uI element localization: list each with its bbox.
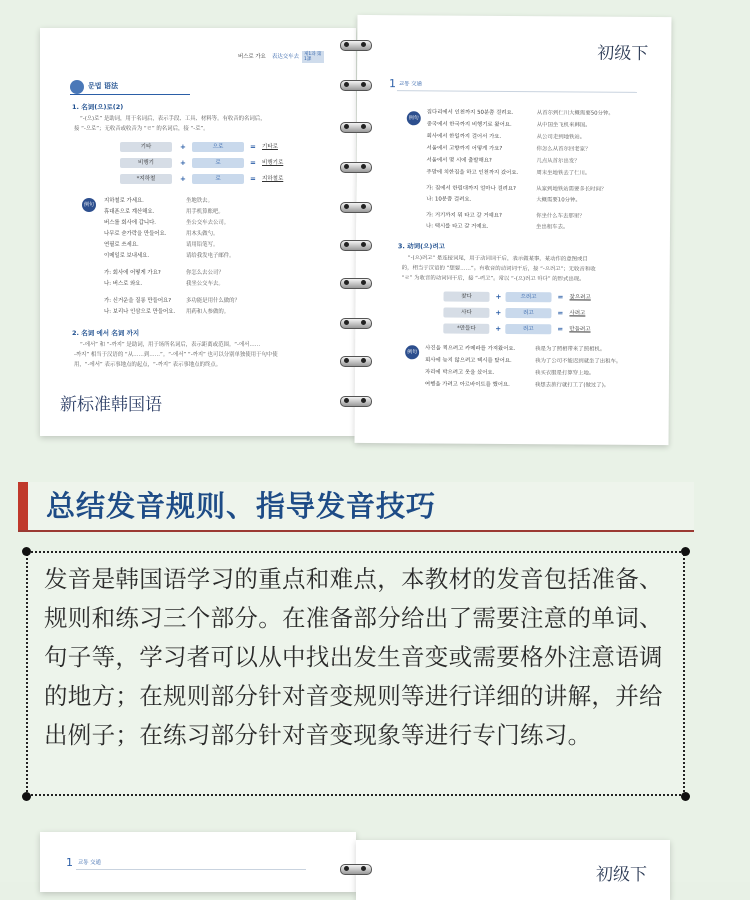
item3-desc-line2: 的，相当于汉语的 “想要……”。有收音的动词词干后，接 “-으려고”；无收音和收 (401, 265, 596, 273)
grammar-icon (70, 80, 84, 94)
example-kr: 집다리에서 인천까지 50분쯤 걸려요. (426, 109, 514, 117)
example-zh: 我买衣服是打算穿上地。 (534, 370, 595, 377)
corner-dot (22, 792, 31, 801)
example-zh: 周末坐地铁去了仁川。 (536, 170, 591, 177)
item3-desc-line3: “ㄹ” 为收音的动词词干后，接 “-려고”。常以 “-(으)려고 하다” 的形式出现。 (401, 275, 585, 283)
example-kr: 여행을 가려고 아르바이트를 했어요. (424, 381, 510, 388)
table1-row2-b: 로 (192, 158, 244, 168)
binder-ring (340, 318, 370, 328)
dialog2-answer-zh: 坐出租车去。 (535, 224, 569, 231)
header-tag: 제1과 第1課 (302, 51, 324, 63)
level-label: 初级下 (597, 43, 649, 64)
dialog1-question-zh: 你怎么去公司？ (186, 270, 224, 276)
example-kr: 휴대폰으로 계산해요. (104, 209, 155, 215)
dialog2-answer: 나: 보리나 인삼으로 만들어요. (104, 309, 176, 315)
table1-row1-a: 기타 (120, 142, 172, 152)
dialog1-question: 가: 회사에 어떻게 가요? (104, 270, 161, 276)
book-left-page-bottom (40, 832, 356, 892)
example-kr: 서울에서 고향까지 어떻게 가요? (426, 145, 503, 152)
example-kr: 서울에서 몇 시에 출발해요? (426, 157, 492, 164)
plus-sign: + (495, 308, 502, 317)
binder-ring (340, 80, 370, 90)
example-kr: 사진을 찍으려고 카메라를 가져왔어요. (425, 345, 516, 353)
dialog2-question: 가: 거기까지 뭐 타고 갈 거예요? (426, 212, 502, 219)
equals-sign: = (250, 159, 256, 167)
binder-ring (340, 240, 370, 250)
table1-row2-c: 비행기로 (262, 160, 284, 166)
plus-sign: + (495, 324, 502, 333)
description-paragraph: 发音是韩国语学习的重点和难点，本教材的发音包括准备、规则和练习三个部分。在准备部分给出了需要注意的单词、句子等，学习者可以从中找出发生音变或需要格外注意语调的地方；在规则部分针对音变规则等进行详细的讲解，并给出例子；在练习部分针对音变现象等进行专门练习。 (44, 565, 663, 749)
item2-desc-line3: 用，“-에서” 表示事地点的起点，“-까지” 表示事地点的终点。 (74, 362, 222, 368)
example-badge: 例句 (405, 345, 419, 359)
corner-dot (681, 547, 690, 556)
example-kr: 나무로 숟가락을 만들어요. (104, 231, 167, 237)
grammar-badge: 문법 语法 (88, 82, 118, 90)
dialog1-question: 가: 집에서 한림대까지 얼마나 걸려요? (426, 185, 516, 193)
binder-ring (340, 396, 370, 406)
example-zh: 坐公交车去公司。 (186, 220, 230, 226)
plus-sign: + (495, 292, 502, 301)
example-zh: 从公司走到地铁站。 (536, 134, 586, 141)
dialog2-answer: 나: 택시를 타고 갈 거예요. (426, 223, 489, 230)
example-kr: 연필로 쓰세요. (104, 242, 139, 248)
example-zh: 我为了公司不能迟到就坐了出租车。 (535, 358, 622, 365)
example-zh: 我是为了照相带来了照相机。 (535, 346, 606, 353)
lesson-header: 교통 交通 (398, 81, 422, 88)
item1-desc-line1: “-(으)로” 是助词，用于名词后，表示手段、工具、材料等。有收音的名词后， (80, 116, 266, 122)
example-kr: 회사에 늦지 않으려고 택시를 탔어요. (425, 357, 512, 364)
corner-dot (681, 792, 690, 801)
dialog1-answer-zh: 我坐公交车去。 (186, 281, 224, 287)
example-zh: 请给我发电子邮件。 (186, 253, 235, 259)
section-divider (70, 94, 190, 95)
table2-row1-a: 찾다 (443, 292, 489, 302)
table2-row2-b: 려고 (505, 308, 551, 318)
dialog1-answer: 나: 10분쯤 걸려요. (426, 196, 472, 203)
example-kr: 이메일로 보내세요. (104, 253, 150, 259)
example-kr: 버스를 회사에 갑니다. (104, 220, 157, 226)
example-kr: 자리에 박으려고 옷을 샀어요. (424, 369, 495, 376)
dialog1-question-zh: 从家到地铁站需要多长时间？ (536, 186, 607, 193)
table1-row1-b: 으로 (192, 142, 244, 152)
lesson-marker: 1 (388, 77, 397, 91)
corner-dot (22, 547, 31, 556)
header-sub: 表达交车去 (272, 54, 299, 60)
example-zh: 用手机算账吧。 (186, 209, 224, 215)
table1-row3-b: 로 (192, 174, 244, 184)
book-left-page (40, 28, 356, 436)
book-right-page (355, 15, 672, 445)
example-zh: 从中国坐飞机来韩国。 (536, 122, 591, 129)
table1-row3-c: 지하철로 (262, 176, 284, 182)
example-badge: 例句 (82, 198, 96, 212)
item1-title: 1. 名词(으)로(2) (72, 103, 124, 111)
equals-sign: = (557, 309, 564, 318)
dialog1-answer: 나: 버스로 와요. (104, 281, 143, 287)
binder-ring (340, 356, 370, 366)
example-zh: 请用铅笔写。 (186, 242, 219, 248)
example-kr: 주말에 치한집을 하고 인천까지 갔어요. (426, 169, 519, 177)
item2-title: 2. 名词 에서 名词 까지 (72, 329, 140, 337)
dialog2-answer-zh: 用药和人参做的。 (186, 309, 230, 315)
example-kr: 지하철로 가세요. (104, 198, 144, 204)
item2-desc-line2: -까지” 相当于汉语的 “从……到……”。“-에서” “-까지” 也可以分别单独使用于句中使 (74, 352, 278, 358)
dialog2-question: 가: 신거운을 질롱 만들어요? (104, 298, 172, 304)
table1-row3-a: *지하철 (120, 174, 172, 184)
example-zh: 我想去旅行就打工了(做过了)。 (534, 382, 610, 389)
item3-title: 3. 动词(으)려고 (397, 242, 445, 251)
heading-underline (18, 530, 694, 532)
binder-ring (340, 278, 370, 288)
dialog2-question-zh: 多功能是用什么做的？ (186, 298, 240, 304)
table1-row1-c: 기타로 (262, 144, 278, 150)
item3-desc-line1: “-(으)려고” 是连接词尾，用于动词词干后，表示做某事，某动作的意图或目 (407, 255, 588, 263)
binder-ring (340, 864, 370, 874)
binder-ring (340, 122, 370, 132)
table2-row2-a: 사다 (443, 308, 489, 318)
example-kr: 회사에서 한일까지 걸어서 가요. (426, 133, 502, 140)
example-zh: 你怎么从首尔回老家？ (536, 146, 591, 153)
example-kr: 중국에서 한국까지 비행기로 왔어요. (426, 121, 512, 128)
equals-sign: = (557, 293, 564, 302)
equals-sign: = (250, 143, 256, 151)
binder-ring (340, 40, 370, 50)
header-kr: 버스로 가요 (238, 54, 266, 60)
heading-accent-bar (18, 482, 28, 530)
lesson-header: 교통 交通 (78, 860, 101, 866)
example-zh: 用木头做勺。 (186, 231, 219, 237)
level-label: 初级下 (596, 865, 647, 885)
plus-sign: + (180, 143, 186, 151)
table1-row2-a: 비행기 (120, 158, 172, 168)
dialog1-answer-zh: 大概需要10分钟。 (536, 197, 581, 204)
example-zh: 从首尔到仁川大概需要50分钟。 (536, 110, 614, 117)
table2-row3-b: 려고 (505, 324, 551, 334)
section-heading: 总结发音规则、指导发音技巧 (46, 489, 437, 523)
table2-row1-c: 찾으려고 (569, 294, 591, 301)
plus-sign: + (180, 159, 186, 167)
dialog2-question-zh: 你坐什么车去那里？ (536, 213, 585, 220)
item1-desc-line2: 接 “-으로”；无收音或收音为 “ㄹ” 的名词后，接 “-로”。 (74, 126, 209, 132)
book-right-page-bottom (356, 840, 670, 900)
example-badge: 例句 (407, 111, 421, 125)
table2-row3-c: 만들려고 (569, 326, 591, 333)
example-zh: 几点从首尔出发？ (536, 158, 580, 165)
table2-row2-c: 사려고 (569, 310, 586, 317)
header-divider (76, 869, 306, 870)
table2-row3-a: *만들다 (443, 324, 489, 334)
book-name: 新标准韩国语 (60, 395, 162, 415)
header-divider (397, 90, 637, 93)
equals-sign: = (557, 325, 564, 334)
table2-row1-b: 으려고 (505, 292, 551, 302)
equals-sign: = (250, 175, 256, 183)
lesson-marker: 1 (66, 856, 73, 869)
example-zh: 坐地铁去。 (186, 198, 213, 204)
item2-desc-line1: “-에서” 和 “-까지” 是助词，用于场所名词后，表示距离或范围。“-에서…… (80, 342, 261, 348)
binder-ring (340, 202, 370, 212)
plus-sign: + (180, 175, 186, 183)
binder-ring (340, 162, 370, 172)
